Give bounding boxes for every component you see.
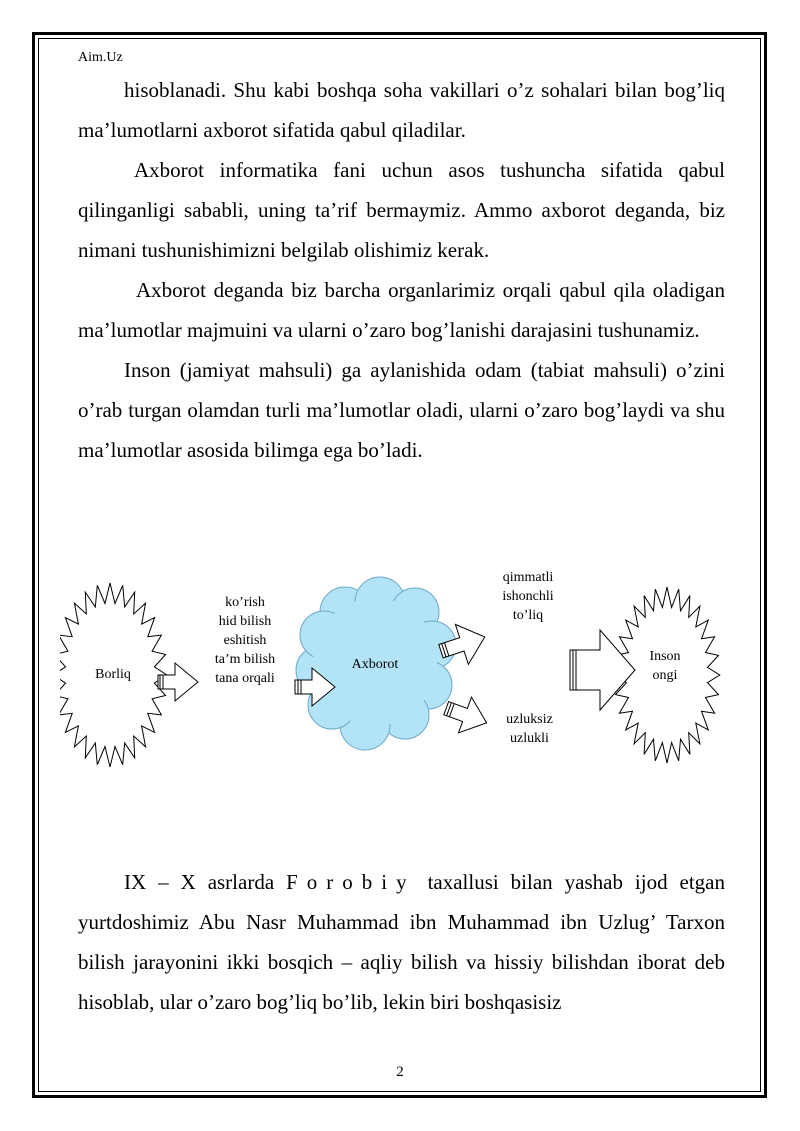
axborot-label: Axborot [351, 657, 399, 672]
qualities-bottom [492, 710, 567, 748]
quality-item: to’liq [512, 608, 544, 623]
site-header: Aim.Uz [78, 50, 123, 65]
sense-item: tana orqali [215, 671, 275, 686]
paragraph-5 [78, 862, 725, 1022]
inson-ongi-line: Inson [649, 649, 681, 664]
sense-item: eshitish [223, 633, 267, 648]
sense-item: ko’rish [225, 595, 265, 610]
quality-item: qimmatli [502, 570, 554, 585]
borliq-label: Borliq [95, 667, 131, 682]
paragraph-5-start: IX – X asrlarda [124, 870, 287, 894]
page-number: 2 [396, 1064, 404, 1080]
quality-item: ishonchli [502, 589, 554, 604]
sense-item: ta’m bilish [214, 652, 276, 667]
sense-item: hid bilish [218, 614, 272, 629]
body-text-top [78, 70, 725, 470]
qualities-top [488, 568, 568, 625]
paragraph-1: hisoblanadi. Shu kabi boshqa soha vakillari o’z sohalari bilan bog’liq ma’lumotlarni axborot sifatida qabul qiladilar. [78, 78, 725, 142]
body-text-bottom [78, 862, 725, 1022]
inson-ongi-label [640, 647, 690, 685]
senses-list [200, 593, 290, 688]
paragraph-3: Axborot deganda biz barcha organlarimiz orqali qabul qila oladigan ma’lumotlar majmuini va ularni o’zaro bog’lanishi darajasini tushunamiz. [78, 278, 725, 342]
paragraph-2: Axborot informatika fani uchun asos tushuncha sifatida qabul qilinganligi sababli, uning ta’rif bermaymiz. Ammo axborot deganda, biz nimani tushunishimizni belgilab olishimiz kerak. [78, 158, 725, 262]
quality-item: uzlukli [510, 731, 549, 746]
inson-ongi-line: ongi [652, 668, 678, 683]
paragraph-5-rest: taxallusi bilan yashab ijod etgan yurtdoshimiz Abu Nasr Muhammad ibn Muhammad ibn Uzlug’ Tarxon bilish jarayonini ikki bosqich – aqliy bilish va hissiy bilishdan iborat deb hisoblab, ular o’zaro bog’liq bo’lib, lekin biri boshqasisiz [78, 870, 725, 1014]
quality-item: uzluksiz [506, 712, 553, 727]
diagram-graphics [60, 560, 740, 790]
forobiy-name: Forobiy [286, 870, 416, 894]
paragraph-4: Inson (jamiyat mahsuli) ga aylanishida odam (tabiat mahsuli) o’zini o’rab turgan olamdan turli ma’lumotlar oladi, ularni o’zaro bog’laydi va shu ma’lumotlar asosida bilimga ega bo’ladi. [78, 358, 725, 462]
axborot-diagram [60, 560, 740, 790]
